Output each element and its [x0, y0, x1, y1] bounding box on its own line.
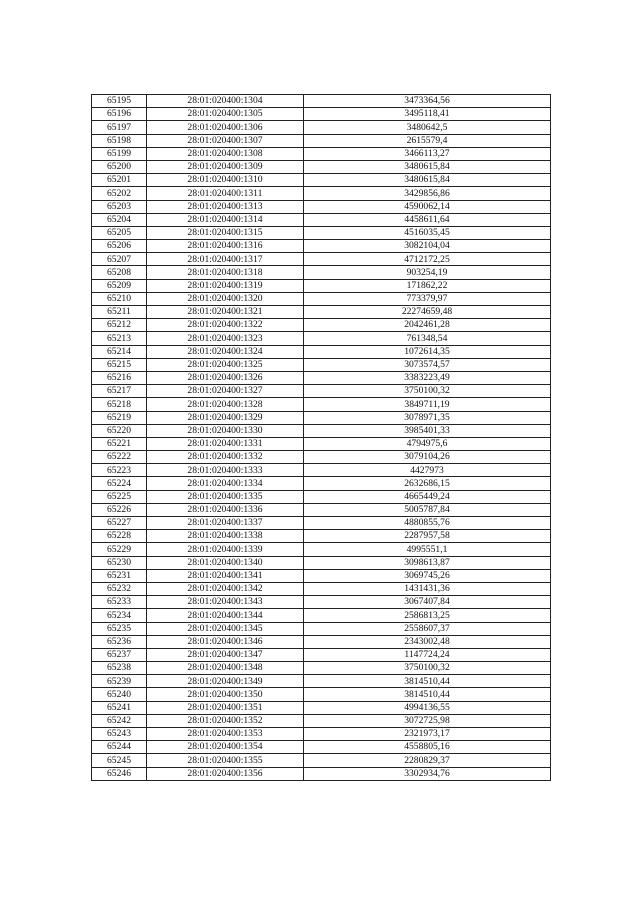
row-number-cell: 65201: [92, 174, 147, 187]
cadastral-number-cell: 28:01:020400:1335: [147, 490, 304, 503]
value-cell: 4516035,45: [304, 226, 551, 239]
cadastral-number-cell: 28:01:020400:1304: [147, 95, 304, 108]
cadastral-number-cell: 28:01:020400:1338: [147, 530, 304, 543]
table-row: [92, 543, 551, 556]
table-row: [92, 306, 551, 319]
cadastral-number-cell: 28:01:020400:1344: [147, 609, 304, 622]
table-row: [92, 134, 551, 147]
value-cell: 3079104,26: [304, 451, 551, 464]
value-cell: 2287957,58: [304, 530, 551, 543]
row-number-cell: 65231: [92, 569, 147, 582]
row-number-cell: 65235: [92, 622, 147, 635]
value-cell: 3814510,44: [304, 675, 551, 688]
row-number-cell: 65195: [92, 95, 147, 108]
row-number-cell: 65213: [92, 332, 147, 345]
value-cell: 3985401,33: [304, 424, 551, 437]
value-cell: 3069745,26: [304, 569, 551, 582]
cadastral-number-cell: 28:01:020400:1347: [147, 648, 304, 661]
value-cell: 903254,19: [304, 266, 551, 279]
cadastral-number-cell: 28:01:020400:1310: [147, 174, 304, 187]
value-cell: 3067407,84: [304, 596, 551, 609]
table-row: [92, 371, 551, 384]
cadastral-number-cell: 28:01:020400:1353: [147, 728, 304, 741]
cadastral-number-cell: 28:01:020400:1322: [147, 319, 304, 332]
table-row: [92, 279, 551, 292]
value-cell: 4427973: [304, 464, 551, 477]
row-number-cell: 65206: [92, 240, 147, 253]
cadastral-number-cell: 28:01:020400:1333: [147, 464, 304, 477]
table-row: [92, 358, 551, 371]
row-number-cell: 65214: [92, 345, 147, 358]
table-row: [92, 213, 551, 226]
value-cell: 4558805,16: [304, 741, 551, 754]
row-number-cell: 65245: [92, 754, 147, 767]
value-cell: 3495118,41: [304, 108, 551, 121]
value-cell: 3072725,98: [304, 714, 551, 727]
row-number-cell: 65241: [92, 701, 147, 714]
row-number-cell: 65197: [92, 121, 147, 134]
cadastral-number-cell: 28:01:020400:1346: [147, 635, 304, 648]
cadastral-number-cell: 28:01:020400:1327: [147, 385, 304, 398]
row-number-cell: 65205: [92, 226, 147, 239]
row-number-cell: 65238: [92, 662, 147, 675]
table-row: [92, 332, 551, 345]
value-cell: 3814510,44: [304, 688, 551, 701]
value-cell: 3480615,84: [304, 174, 551, 187]
row-number-cell: 65216: [92, 371, 147, 384]
cadastral-number-cell: 28:01:020400:1307: [147, 134, 304, 147]
table-row: [92, 503, 551, 516]
row-number-cell: 65218: [92, 398, 147, 411]
cadastral-number-cell: 28:01:020400:1329: [147, 411, 304, 424]
table-body: [92, 95, 551, 781]
table-row: [92, 767, 551, 780]
value-cell: 171862,22: [304, 279, 551, 292]
table-row: [92, 582, 551, 595]
cadastral-number-cell: 28:01:020400:1339: [147, 543, 304, 556]
table-row: [92, 701, 551, 714]
value-cell: 2615579,4: [304, 134, 551, 147]
table-row: [92, 108, 551, 121]
table-row: [92, 714, 551, 727]
value-cell: 3473364,56: [304, 95, 551, 108]
value-cell: 2632686,15: [304, 477, 551, 490]
cadastral-number-cell: 28:01:020400:1308: [147, 147, 304, 160]
row-number-cell: 65202: [92, 187, 147, 200]
value-cell: 2042461,28: [304, 319, 551, 332]
table-row: [92, 754, 551, 767]
table-row: [92, 240, 551, 253]
value-cell: 3480642,5: [304, 121, 551, 134]
cadastral-number-cell: 28:01:020400:1313: [147, 200, 304, 213]
value-cell: 4590062,14: [304, 200, 551, 213]
cadastral-number-cell: 28:01:020400:1355: [147, 754, 304, 767]
cadastral-number-cell: 28:01:020400:1334: [147, 477, 304, 490]
row-number-cell: 65211: [92, 306, 147, 319]
value-cell: 1147724,24: [304, 648, 551, 661]
table-row: [92, 411, 551, 424]
value-cell: 5005787,84: [304, 503, 551, 516]
value-cell: 4995551,1: [304, 543, 551, 556]
value-cell: 3750100,32: [304, 385, 551, 398]
table-row: [92, 728, 551, 741]
table-row: [92, 648, 551, 661]
cadastral-number-cell: 28:01:020400:1325: [147, 358, 304, 371]
cadastral-number-cell: 28:01:020400:1341: [147, 569, 304, 582]
row-number-cell: 65237: [92, 648, 147, 661]
value-cell: 3302934,76: [304, 767, 551, 780]
cadastral-number-cell: 28:01:020400:1336: [147, 503, 304, 516]
value-cell: 3383223,49: [304, 371, 551, 384]
table-row: [92, 556, 551, 569]
table-row: [92, 174, 551, 187]
cadastral-number-cell: 28:01:020400:1342: [147, 582, 304, 595]
cadastral-number-cell: 28:01:020400:1318: [147, 266, 304, 279]
value-cell: 2558607,37: [304, 622, 551, 635]
table-row: [92, 451, 551, 464]
row-number-cell: 65227: [92, 517, 147, 530]
cadastral-number-cell: 28:01:020400:1321: [147, 306, 304, 319]
cadastral-number-cell: 28:01:020400:1345: [147, 622, 304, 635]
cadastral-number-cell: 28:01:020400:1330: [147, 424, 304, 437]
row-number-cell: 65215: [92, 358, 147, 371]
table-row: [92, 688, 551, 701]
table-row: [92, 292, 551, 305]
row-number-cell: 65221: [92, 437, 147, 450]
row-number-cell: 65198: [92, 134, 147, 147]
row-number-cell: 65217: [92, 385, 147, 398]
row-number-cell: 65226: [92, 503, 147, 516]
cadastral-number-cell: 28:01:020400:1337: [147, 517, 304, 530]
row-number-cell: 65233: [92, 596, 147, 609]
row-number-cell: 65246: [92, 767, 147, 780]
cadastral-number-cell: 28:01:020400:1340: [147, 556, 304, 569]
table-row: [92, 226, 551, 239]
table-row: [92, 464, 551, 477]
table-row: [92, 385, 551, 398]
cadastral-number-cell: 28:01:020400:1356: [147, 767, 304, 780]
value-cell: 4665449,24: [304, 490, 551, 503]
row-number-cell: 65244: [92, 741, 147, 754]
cadastral-number-cell: 28:01:020400:1349: [147, 675, 304, 688]
row-number-cell: 65242: [92, 714, 147, 727]
row-number-cell: 65222: [92, 451, 147, 464]
value-cell: 773379,97: [304, 292, 551, 305]
table-row: [92, 477, 551, 490]
cadastral-number-cell: 28:01:020400:1317: [147, 253, 304, 266]
row-number-cell: 65223: [92, 464, 147, 477]
table-row: [92, 319, 551, 332]
cadastral-number-cell: 28:01:020400:1326: [147, 371, 304, 384]
row-number-cell: 65212: [92, 319, 147, 332]
row-number-cell: 65209: [92, 279, 147, 292]
cadastral-number-cell: 28:01:020400:1305: [147, 108, 304, 121]
cadastral-number-cell: 28:01:020400:1309: [147, 160, 304, 173]
row-number-cell: 65228: [92, 530, 147, 543]
value-cell: 3098613,87: [304, 556, 551, 569]
value-cell: 2280829,37: [304, 754, 551, 767]
value-cell: 3750100,32: [304, 662, 551, 675]
row-number-cell: 65232: [92, 582, 147, 595]
cadastral-number-cell: 28:01:020400:1331: [147, 437, 304, 450]
row-number-cell: 65230: [92, 556, 147, 569]
cadastral-number-cell: 28:01:020400:1324: [147, 345, 304, 358]
value-cell: 1072614,35: [304, 345, 551, 358]
cadastral-number-cell: 28:01:020400:1311: [147, 187, 304, 200]
row-number-cell: 65203: [92, 200, 147, 213]
row-number-cell: 65199: [92, 147, 147, 160]
row-number-cell: 65220: [92, 424, 147, 437]
row-number-cell: 65240: [92, 688, 147, 701]
table-row: [92, 569, 551, 582]
table-row: [92, 147, 551, 160]
table-row: [92, 517, 551, 530]
table-row: [92, 662, 551, 675]
row-number-cell: 65236: [92, 635, 147, 648]
value-cell: 761348,54: [304, 332, 551, 345]
table-row: [92, 200, 551, 213]
cadastral-number-cell: 28:01:020400:1306: [147, 121, 304, 134]
value-cell: 4880855,76: [304, 517, 551, 530]
cadastral-number-cell: 28:01:020400:1348: [147, 662, 304, 675]
table-row: [92, 95, 551, 108]
row-number-cell: 65225: [92, 490, 147, 503]
cadastral-value-table: [91, 94, 551, 781]
cadastral-number-cell: 28:01:020400:1315: [147, 226, 304, 239]
row-number-cell: 65200: [92, 160, 147, 173]
row-number-cell: 65234: [92, 609, 147, 622]
row-number-cell: 65207: [92, 253, 147, 266]
value-cell: 4712172,25: [304, 253, 551, 266]
value-cell: 3078971,35: [304, 411, 551, 424]
table-row: [92, 622, 551, 635]
table-row: [92, 596, 551, 609]
value-cell: 4794975,6: [304, 437, 551, 450]
row-number-cell: 65224: [92, 477, 147, 490]
value-cell: 4458611,64: [304, 213, 551, 226]
table-row: [92, 741, 551, 754]
cadastral-number-cell: 28:01:020400:1314: [147, 213, 304, 226]
value-cell: 2321973,17: [304, 728, 551, 741]
cadastral-number-cell: 28:01:020400:1350: [147, 688, 304, 701]
cadastral-number-cell: 28:01:020400:1323: [147, 332, 304, 345]
value-cell: 1431431,36: [304, 582, 551, 595]
table-row: [92, 635, 551, 648]
row-number-cell: 65219: [92, 411, 147, 424]
value-cell: 2343002,48: [304, 635, 551, 648]
cadastral-number-cell: 28:01:020400:1328: [147, 398, 304, 411]
table-row: [92, 609, 551, 622]
row-number-cell: 65204: [92, 213, 147, 226]
cadastral-number-cell: 28:01:020400:1332: [147, 451, 304, 464]
table-row: [92, 266, 551, 279]
cadastral-number-cell: 28:01:020400:1354: [147, 741, 304, 754]
cadastral-number-cell: 28:01:020400:1343: [147, 596, 304, 609]
cadastral-number-cell: 28:01:020400:1319: [147, 279, 304, 292]
table-row: [92, 345, 551, 358]
row-number-cell: 65210: [92, 292, 147, 305]
table-row: [92, 424, 551, 437]
value-cell: 3429856,86: [304, 187, 551, 200]
table-row: [92, 121, 551, 134]
value-cell: 3082104,04: [304, 240, 551, 253]
row-number-cell: 65239: [92, 675, 147, 688]
table-row: [92, 490, 551, 503]
value-cell: 2586813,25: [304, 609, 551, 622]
table-row: [92, 187, 551, 200]
value-cell: 22274659,48: [304, 306, 551, 319]
row-number-cell: 65229: [92, 543, 147, 556]
table-row: [92, 437, 551, 450]
value-cell: 3849711,19: [304, 398, 551, 411]
table-row: [92, 675, 551, 688]
cadastral-number-cell: 28:01:020400:1352: [147, 714, 304, 727]
table-row: [92, 160, 551, 173]
table-row: [92, 398, 551, 411]
value-cell: 3073574,57: [304, 358, 551, 371]
value-cell: 4994136,55: [304, 701, 551, 714]
value-cell: 3480615,84: [304, 160, 551, 173]
table-row: [92, 253, 551, 266]
value-cell: 3466113,27: [304, 147, 551, 160]
cadastral-number-cell: 28:01:020400:1351: [147, 701, 304, 714]
cadastral-number-cell: 28:01:020400:1320: [147, 292, 304, 305]
cadastral-number-cell: 28:01:020400:1316: [147, 240, 304, 253]
table-row: [92, 530, 551, 543]
row-number-cell: 65196: [92, 108, 147, 121]
row-number-cell: 65243: [92, 728, 147, 741]
row-number-cell: 65208: [92, 266, 147, 279]
